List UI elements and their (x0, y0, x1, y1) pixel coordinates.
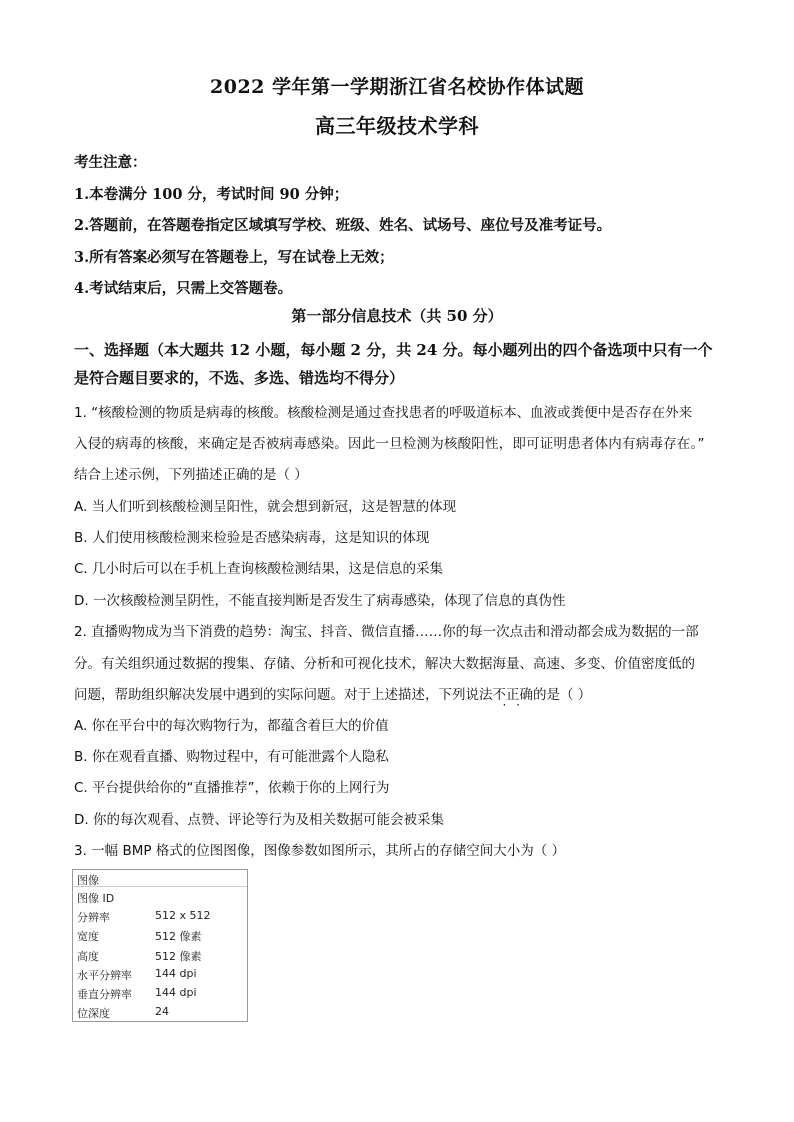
property-value: 144 dpi (155, 967, 197, 980)
q2-emphasis-not-correct: 不正确 · · (493, 687, 534, 703)
property-value: 512 像素 (155, 930, 202, 943)
property-row (77, 986, 243, 1005)
property-label: 垂直分辨率 (77, 988, 132, 1001)
notice-item-2: 2.答题前，在答题卷指定区域填写学校、班级、姓名、试场号、座位号及准考证号。 (74, 217, 612, 234)
section-title: 第一部分信息技术（共 50 分） (291, 307, 503, 325)
property-row (77, 967, 243, 986)
properties-divider (73, 886, 247, 887)
q2-stem-line-2: 分。有关组织通过数据的搜集、存储、分析和可视化技术，解决大数据海量、高速、多变、价值密度低的 (74, 656, 695, 672)
property-value: 144 dpi (155, 986, 197, 999)
notice-item-1: 1.本卷满分 100 分，考试时间 90 分钟； (74, 186, 349, 203)
q3-stem: 3. 一幅 BMP 格式的位图图像，图像参数如图所示，其所占的存储空间大小为（ ） (74, 843, 566, 859)
property-label: 水平分辨率 (77, 969, 132, 982)
section-instruction-line-2: 是符合题目要求的，不选、多选、错选均不得分） (74, 369, 405, 387)
notice-item-3: 3.所有答案必须写在答题卷上，写在试卷上无效； (74, 249, 394, 266)
property-row (77, 890, 243, 909)
property-value: 512 x 512 (155, 909, 211, 922)
section-instruction (74, 336, 724, 392)
q2-option-a: A. 你在平台中的每次购物行为，都蕴含着巨大的价值 (74, 718, 389, 734)
exam-subtitle: 高三年级技术学科 (315, 114, 479, 138)
q2-option-d: D. 你的每次观看、点赞、评论等行为及相关数据可能会被采集 (74, 812, 444, 828)
q2-stem-line-3 (74, 683, 591, 703)
property-label: 分辨率 (77, 911, 110, 924)
q1-stem-line-1: 1. “核酸检测的物质是病毒的核酸。核酸检测是通过查找患者的呼吸道标本、血液或粪便中是否存在外来 (74, 405, 693, 421)
q2-stem-line-3-after: 的是（ ） (533, 687, 592, 703)
property-label: 高度 (77, 950, 99, 963)
property-row (77, 948, 243, 967)
property-value: 24 (155, 1005, 169, 1018)
q1-option-a: A. 当人们听到核酸检测呈阳性，就会想到新冠，这是智慧的体现 (74, 499, 457, 515)
q1-option-c: C. 几小时后可以在手机上查询核酸检测结果，这是信息的采集 (74, 561, 444, 577)
q2-option-c: C. 平台提供给你的“直播推荐”，依赖于你的上网行为 (74, 780, 390, 796)
q1-stem-line-3: 结合上述示例，下列描述正确的是（ ） (74, 467, 308, 483)
property-row (77, 909, 243, 928)
q2-stem-line-3-before: 问题，帮助组织解决发展中遇到的实际问题。对于上述描述，下列说法 (74, 687, 493, 703)
q2-option-b: B. 你在观看直播、购物过程中，有可能泄露个人隐私 (74, 749, 389, 765)
q2-stem-line-1: 2. 直播购物成为当下消费的趋势：淘宝、抖音、微信直播……你的每一次点击和滑动都会成为数据的一部 (74, 624, 699, 640)
properties-header: 图像 (77, 874, 99, 887)
section-instruction-line-1: 一、选择题（本大题共 12 小题，每小题 2 分，共 24 分。每小题列出的四个备选项中只有一个 (74, 341, 713, 359)
property-value: 512 像素 (155, 950, 202, 963)
exam-title: 2022 学年第一学期浙江省名校协作体试题 (210, 76, 584, 98)
property-label: 位深度 (77, 1007, 110, 1020)
q1-option-d: D. 一次核酸检测呈阴性，不能直接判断是否发生了病毒感染，体现了信息的真伪性 (74, 593, 566, 609)
notice-heading: 考生注意： (74, 154, 147, 171)
property-label: 宽度 (77, 930, 99, 943)
property-row (77, 1005, 243, 1024)
q1-option-b: B. 人们使用核酸检测来检验是否感染病毒，这是知识的体现 (74, 530, 430, 546)
property-row (77, 928, 243, 947)
property-label: 图像 ID (77, 892, 115, 905)
notice-item-4: 4.考试结束后，只需上交答题卷。 (74, 280, 293, 297)
q1-stem-line-2: 入侵的病毒的核酸，来确定是否被病毒感染。因此一旦检测为核酸阳性，即可证明患者体内有病毒存在。” (74, 436, 705, 452)
image-properties-panel (72, 869, 248, 1022)
